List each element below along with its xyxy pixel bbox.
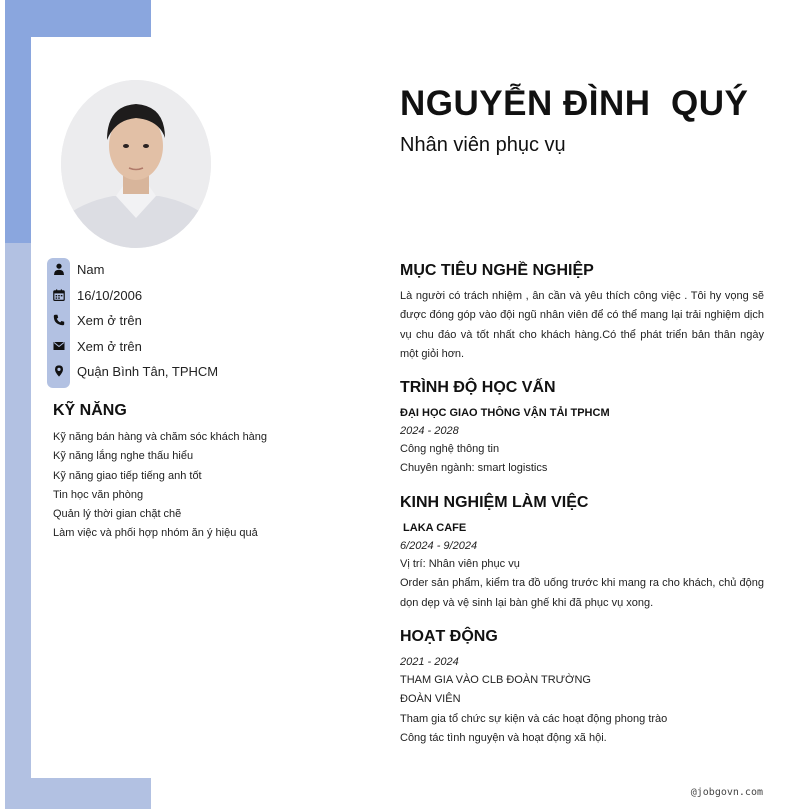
phone-icon	[47, 309, 70, 331]
activity-line: Tham gia tổ chức sự kiện và các hoạt động phong trào	[400, 712, 668, 725]
contact-email	[47, 335, 347, 357]
location-pin-icon	[47, 360, 70, 382]
contact-phone	[47, 309, 347, 331]
objective-text: Là người có trách nhiệm , ân cần và yêu thích công việc . Tôi hy vọng sẽ được đóng góp vào đội ngũ nhân viên để có thể mang lại trải nghiệm dịch vụ chu đáo và tốt nhất cho khách hàng.Có thể phát triển bản thân ngày một giỏi hơn.	[400, 290, 764, 360]
calendar-icon	[47, 284, 70, 306]
experience-title: KINH NGHIỆM LÀM VIỆC	[400, 494, 589, 511]
education-title: TRÌNH ĐỘ HỌC VẤN	[400, 379, 556, 396]
mail-icon	[47, 335, 70, 357]
activities-title: HOẠT ĐỘNG	[400, 628, 498, 645]
objective-section	[400, 262, 764, 364]
experience-company: LAKA CAFE	[400, 522, 467, 534]
activity-line: THAM GIA VÀO CLB ĐOÀN TRƯỜNG	[400, 674, 591, 686]
education-school: ĐẠI HỌC GIAO THÔNG VẬN TẢI TPHCM	[400, 407, 610, 419]
education-detail: Chuyên ngành: smart logistics	[400, 462, 548, 475]
contact-gender-value: Nam	[77, 261, 105, 277]
skill-item: Kỹ năng giao tiếp tiếng anh tốt	[53, 469, 202, 482]
skill-item: Kỹ năng lắng nghe thấu hiểu	[53, 450, 194, 463]
contact-address	[47, 360, 347, 382]
education-period: 2024 - 2028	[400, 425, 459, 437]
skills-title: KỸ NĂNG	[53, 402, 127, 419]
contact-gender	[47, 258, 347, 280]
education-detail: Công nghệ thông tin	[400, 443, 500, 455]
activity-line: Công tác tình nguyện và hoạt động xã hội.	[400, 731, 607, 744]
footer-watermark: @jobgovn.com	[690, 787, 763, 798]
activities-period: 2021 - 2024	[400, 656, 459, 668]
skill-item: Làm việc và phối hợp nhóm ăn ý hiệu quả	[53, 527, 258, 540]
candidate-role: Nhân viên phục vụ	[400, 134, 566, 156]
experience-section	[400, 494, 764, 613]
skill-item: Tin học văn phòng	[53, 488, 144, 501]
candidate-name: NGUYỄN ĐÌNH QUÝ	[400, 84, 749, 123]
skill-item: Quản lý thời gian chặt chẽ	[53, 508, 182, 521]
contact-phone-value: Xem ở trên	[77, 312, 142, 328]
contact-email-value: Xem ở trên	[77, 338, 142, 354]
person-icon	[47, 258, 70, 280]
experience-description: Order sản phẩm, kiểm tra đồ uống trước khi mang ra cho khách, chủ động dọn dẹp và vệ sinh lại bàn ghế khi đã phục vụ xong.	[400, 577, 764, 609]
activities-section	[400, 628, 764, 748]
education-section	[400, 379, 764, 479]
experience-position: Vị trí: Nhân viên phục vụ	[400, 558, 520, 570]
contact-address-value: Quận Bình Tân, TPHCM	[77, 363, 219, 379]
skill-item: Kỹ năng bán hàng và chăm sóc khách hàng	[53, 431, 268, 443]
profile-photo	[61, 80, 211, 248]
contact-birthdate-value: 16/10/2006	[77, 287, 143, 303]
contact-birthdate	[47, 284, 347, 306]
activity-line: ĐOÀN VIÊN	[400, 693, 461, 706]
objective-title: MỤC TIÊU NGHỀ NGHIỆP	[400, 262, 594, 279]
skills-list	[53, 429, 267, 545]
avatar	[61, 80, 211, 248]
experience-period: 6/2024 - 9/2024	[400, 540, 478, 552]
